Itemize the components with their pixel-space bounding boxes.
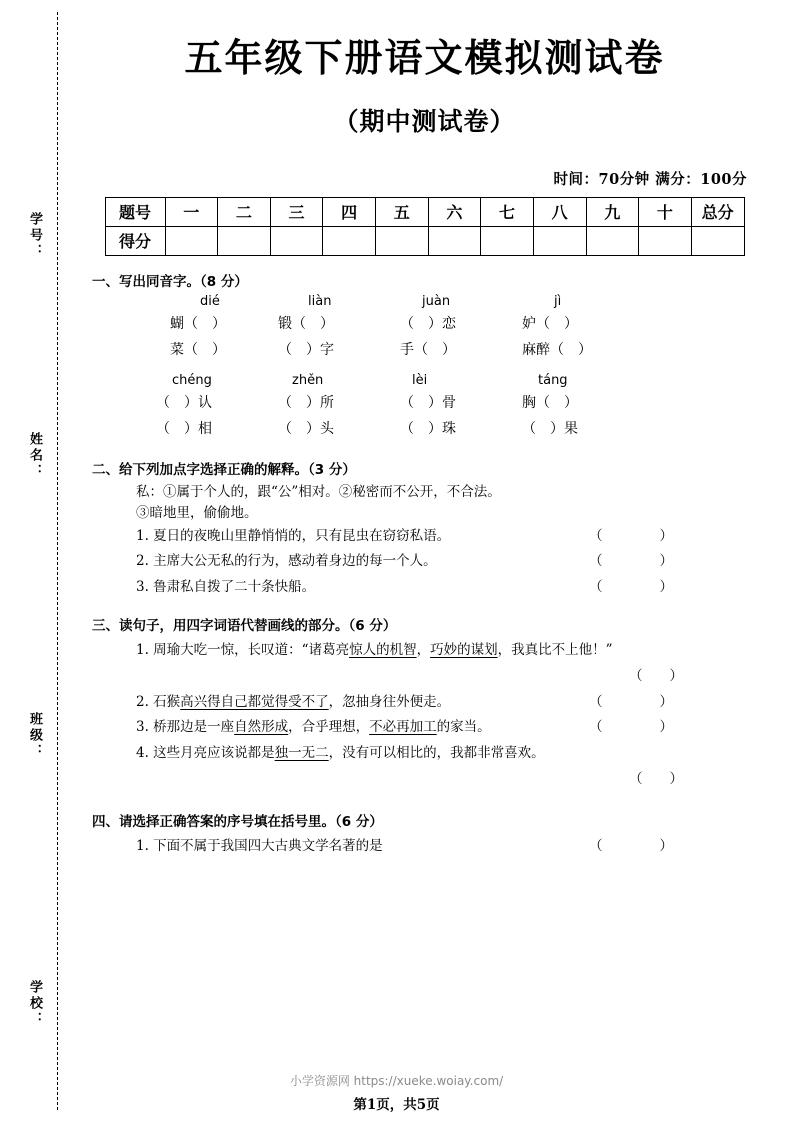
question-text-post: 的家当。 — [436, 719, 491, 736]
answer-parentheses[interactable]: （ ） — [589, 553, 683, 570]
school-label: 学校： — [27, 980, 42, 1028]
class-label: 班级： — [27, 712, 42, 760]
section-title-1: 一、写出同音字。（8 分） — [92, 273, 248, 290]
question-item — [92, 638, 757, 664]
fill-blank[interactable]: （ ）所 — [278, 394, 334, 411]
fill-blank[interactable]: 妒（ ） — [522, 315, 578, 332]
underlined-phrase: 高兴得自己都觉得受不了 — [180, 693, 329, 710]
section-title-2: 二、给下列加点字选择正确的解释。（3 分） — [92, 461, 356, 478]
fill-blank[interactable]: （ ）认 — [156, 394, 212, 411]
score-table-score-label: 得分 — [105, 226, 165, 255]
question-item — [92, 549, 757, 575]
fill-blank[interactable]: 菜（ ） — [170, 341, 226, 358]
pinyin: dié — [200, 293, 220, 309]
explanation-line-2: ③暗地里，偷偷地。 — [136, 504, 258, 521]
question-text: 1. 夏日的夜晚山里静悄悄的，只有昆虫在窃窃私语。 — [136, 527, 451, 544]
score-input-cell[interactable] — [428, 226, 481, 255]
question-text-mid: ，没有可以相比的，我都非常喜欢。 — [328, 745, 545, 762]
fill-blank[interactable]: 锻（ ） — [278, 315, 334, 332]
question-item — [92, 834, 757, 860]
score-input-cell[interactable] — [218, 226, 271, 255]
pinyin: lèi — [412, 372, 428, 388]
answer-row — [92, 339, 757, 365]
question-text-pre: 1. 周瑜大吃一惊，长叹道：“诸葛亮 — [136, 642, 350, 659]
answer-parentheses[interactable]: （ ） — [589, 838, 683, 855]
question-item — [92, 575, 757, 601]
section-title-3: 三、读句子，用四字词语代替画线的部分。（6 分） — [92, 618, 397, 635]
answer-parentheses[interactable]: （ ） — [589, 719, 683, 736]
score-table-header-cell: 六 — [428, 197, 481, 226]
question-text: 3. 鲁肃私自拨了二十条快船。 — [136, 578, 316, 595]
score-table-header-cell: 五 — [376, 197, 429, 226]
fill-blank[interactable]: 蝴（ ） — [170, 315, 226, 332]
pinyin: táng — [538, 372, 568, 388]
fill-blank[interactable]: （ ）恋 — [400, 315, 456, 332]
score-input-cell[interactable] — [376, 226, 429, 255]
fill-blank[interactable]: （ ）骨 — [400, 394, 456, 411]
fill-blank[interactable]: 手（ ） — [400, 341, 456, 358]
question-item — [92, 524, 757, 550]
table-row — [105, 197, 744, 226]
question-item — [92, 741, 757, 767]
pinyin: zhěn — [292, 372, 324, 388]
question-text: 1. 下面不属于我国四大古典文学名著的是 — [136, 838, 383, 855]
answer-parentheses[interactable]: （ ） — [629, 770, 683, 787]
pinyin-group-1 — [92, 294, 757, 365]
fill-blank[interactable]: （ ）珠 — [400, 420, 456, 437]
explanation-line-1: 私：①属于个人的，跟“公”相对。②秘密而不公开，不合法。 — [136, 483, 501, 500]
pinyin: chéng — [172, 372, 212, 388]
score-input-cell[interactable] — [691, 226, 744, 255]
pinyin: juàn — [422, 293, 451, 309]
question-text-mid: ，忽抽身往外便走。 — [328, 693, 451, 710]
table-row — [105, 226, 744, 255]
question-text-mid: ，合乎理想， — [288, 719, 370, 736]
fill-blank[interactable]: （ ）头 — [278, 420, 334, 437]
answer-parentheses[interactable]: （ ） — [589, 693, 683, 710]
underlined-phrase: 自然形成 — [234, 719, 289, 736]
answer-parentheses-row — [92, 767, 757, 793]
score-table-header-cell: 十 — [639, 197, 692, 226]
pinyin-row — [92, 294, 757, 313]
exam-meta: 时间：70分钟 满分：100分 — [553, 170, 747, 188]
score-input-cell[interactable] — [639, 226, 692, 255]
underlined-phrase: 巧妙的谋划 — [430, 642, 498, 659]
fill-blank[interactable]: （ ）相 — [156, 420, 212, 437]
page-subtitle: （期中测试卷） — [333, 106, 516, 136]
pinyin: jì — [554, 293, 562, 309]
score-table-header-cell: 总分 — [691, 197, 744, 226]
question-text-pre: 4. 这些月亮应该说都是 — [136, 745, 275, 762]
answer-row — [92, 313, 757, 339]
dashed-fold-line — [57, 12, 58, 1110]
score-table-header-cell: 四 — [323, 197, 376, 226]
question-text-pre: 2. 石猴 — [136, 693, 181, 710]
score-input-cell[interactable] — [323, 226, 376, 255]
score-table-header-cell: 题号 — [105, 197, 165, 226]
question-text-mid: ， — [416, 642, 431, 659]
question-text: 2. 主席大公无私的行为，感动着身边的每一个人。 — [136, 553, 437, 570]
page-title: 五年级下册语文模拟测试卷 — [184, 35, 665, 80]
score-table — [105, 197, 745, 256]
student-name-label: 姓名： — [27, 432, 42, 480]
pinyin: liàn — [308, 293, 332, 309]
score-input-cell[interactable] — [165, 226, 218, 255]
left-margin — [0, 0, 70, 1122]
answer-parentheses-row — [92, 664, 757, 690]
section-title-4: 四、请选择正确答案的序号填在括号里。（6 分） — [92, 814, 383, 831]
score-table-header-cell: 八 — [533, 197, 586, 226]
answer-parentheses[interactable]: （ ） — [589, 578, 683, 595]
score-table-header-cell: 七 — [481, 197, 534, 226]
footer-site: 小学资源网 https://xueke.woiay.com/ — [289, 1074, 504, 1088]
underlined-phrase: 惊人的机智 — [349, 642, 417, 659]
score-input-cell[interactable] — [586, 226, 639, 255]
student-id-label: 学号： — [27, 212, 42, 260]
answer-row — [92, 392, 757, 418]
score-table-header-cell: 三 — [270, 197, 323, 226]
score-input-cell[interactable] — [481, 226, 534, 255]
fill-blank[interactable]: 麻醉（ ） — [522, 341, 592, 358]
underlined-phrase: 独一无二 — [274, 745, 329, 762]
score-table-header-cell: 一 — [165, 197, 218, 226]
answer-row — [92, 418, 757, 444]
answer-parentheses[interactable]: （ ） — [589, 527, 683, 544]
question-text-pre: 3. 桥那边是一座 — [136, 719, 235, 736]
footer-page-number: 第1页，共5页 — [353, 1097, 440, 1113]
fill-blank[interactable]: （ ）字 — [278, 341, 334, 358]
pinyin-row — [92, 373, 757, 392]
answer-parentheses[interactable]: （ ） — [629, 668, 683, 685]
question-item — [92, 715, 757, 741]
score-input-cell[interactable] — [270, 226, 323, 255]
fill-blank[interactable]: （ ）果 — [522, 420, 578, 437]
question-text-post: ，我真比不上他！” — [497, 642, 613, 659]
exam-paper — [70, 0, 793, 1122]
fill-blank[interactable]: 胸（ ） — [522, 394, 578, 411]
score-input-cell[interactable] — [533, 226, 586, 255]
underlined-phrase: 不必再加工 — [369, 719, 437, 736]
score-table-header-cell: 九 — [586, 197, 639, 226]
question-item — [92, 690, 757, 716]
pinyin-group-2 — [92, 373, 757, 444]
score-table-header-cell: 二 — [218, 197, 271, 226]
